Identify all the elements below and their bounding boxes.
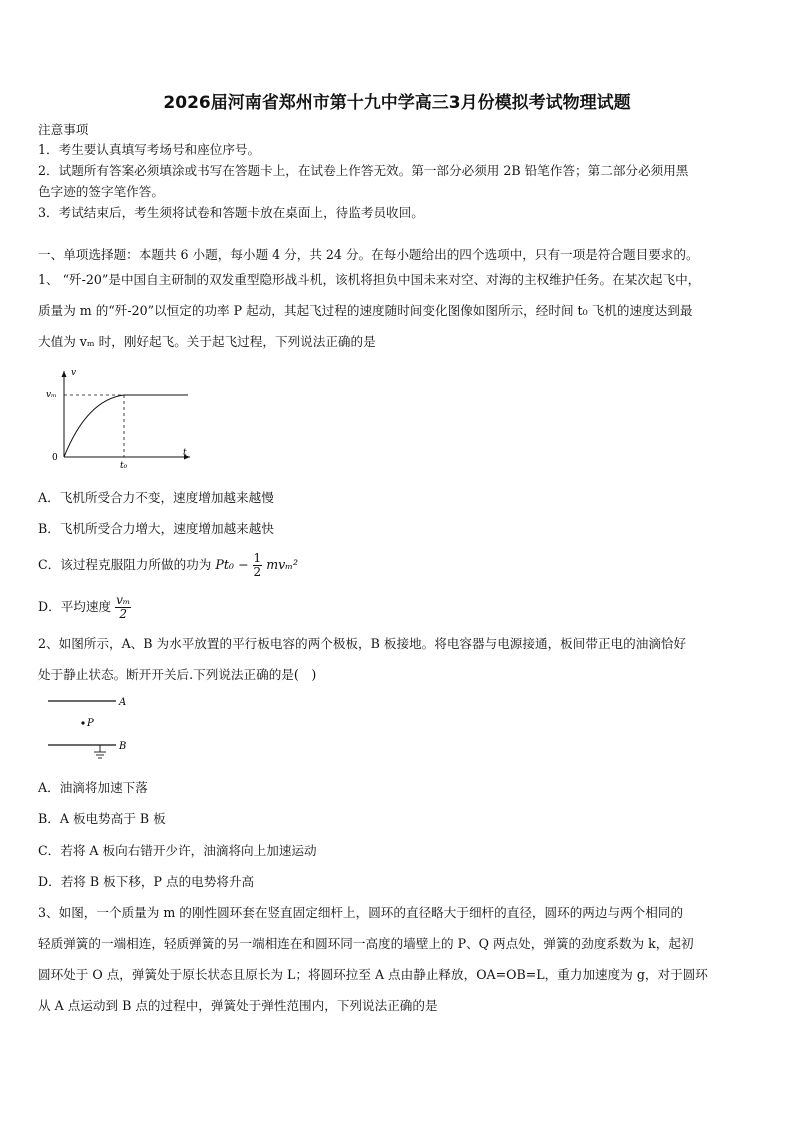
t0-label: t₀ xyxy=(120,461,128,471)
q2-option-b: B．A 板电势高于 B 板 xyxy=(38,811,166,826)
notice-item-1: 1．考生要认真填写考场号和座位序号。 xyxy=(38,142,261,157)
q2-line-1: 2、如图所示，A、B 为水平放置的平行板电容的两个极板，B 板接地。将电容器与电源接通，板间带正电的油滴恰好 xyxy=(38,636,687,651)
q1-option-c xyxy=(38,552,298,579)
oil-drop-point xyxy=(81,721,84,724)
page-title: 2026届河南省郑州市第十九中学高三3月份模拟考试物理试题 xyxy=(163,93,631,113)
q3-line-1: 3、如图，一个质量为 m 的刚性圆环套在竖直固定细杆上，圆环的直径略大于细杆的直径，圆环的两边与两个相同的 xyxy=(38,905,684,920)
q1-option-d-text: D．平均速度 xyxy=(38,599,112,614)
q1-option-c-fraction xyxy=(253,552,263,579)
notice-item-2: 2．试题所有答案必须填涂或书写在答题卡上，在试卷上作答无效。第一部分必须用 2B 铅笔作答；第二部分必须用黑 xyxy=(38,163,689,178)
notice-heading: 注意事项 xyxy=(38,122,89,137)
capacitor-diagram xyxy=(40,692,140,762)
plate-b-label: B xyxy=(119,741,127,752)
t-axis-label: t xyxy=(183,448,187,458)
origin-label: 0 xyxy=(52,453,58,463)
notice-item-2-cont: 色字迹的签字笔作答。 xyxy=(38,184,164,199)
q1-option-c-numerator: 1 xyxy=(253,551,262,565)
q1-option-b: B．飞机所受合力增大，速度增加越来越快 xyxy=(38,521,274,536)
v-axis-arrow xyxy=(62,371,67,377)
q3-line-2: 轻质弹簧的一端相连，轻质弹簧的另一端相连在和圆环同一高度的墙壁上的 P、Q 两点处，弹簧的劲度系数为 k，起初 xyxy=(38,936,694,951)
q1-option-c-math-b: mvₘ² xyxy=(266,557,299,572)
q1-option-c-math-a: Pt₀ − xyxy=(215,557,249,572)
vm-label: vₘ xyxy=(46,390,57,400)
q2-option-a: A．油滴将加速下落 xyxy=(38,780,148,795)
q1-option-a: A．飞机所受合力不变，速度增加越来越慢 xyxy=(38,490,274,505)
velocity-curve xyxy=(64,395,124,457)
q3-line-4: 从 A 点运动到 B 点的过程中，弹簧处于弹性范围内，下列说法正确的是 xyxy=(38,998,438,1013)
q1-option-d xyxy=(38,594,131,621)
v-axis-label: v xyxy=(71,368,77,378)
q1-option-d-fraction xyxy=(115,594,131,621)
q1-line-2: 质量为 m 的“歼-20”以恒定的功率 P 起动，其起飞过程的速度随时间变化图像如图所示，经时间 t₀ 飞机的速度达到最 xyxy=(38,303,693,318)
velocity-time-graph xyxy=(40,365,200,475)
notice-item-3: 3．考试结束后，考生须将试卷和答题卡放在桌面上，待监考员收回。 xyxy=(38,205,424,220)
q1-line-3: 大值为 vₘ 时，刚好起飞。关于起飞过程，下列说法正确的是 xyxy=(38,334,376,349)
q2-option-d: D．若将 B 板下移，P 点的电势将升高 xyxy=(38,874,255,889)
section-heading: 一、单项选择题：本题共 6 小题，每小题 4 分，共 24 分。在每小题给出的四个选项中，只有一项是符合题目要求的。 xyxy=(38,247,699,262)
q2-option-c: C．若将 A 板向右错开少许，油滴将向上加速运动 xyxy=(38,843,317,858)
q1-option-c-denominator: 2 xyxy=(253,565,262,579)
q1-option-d-numerator: vₘ xyxy=(116,593,131,607)
plate-a-label: A xyxy=(119,697,127,708)
q1-option-c-text: C．该过程克服阻力所做的功为 xyxy=(38,557,212,572)
q1-option-d-denominator: 2 xyxy=(119,607,127,621)
q1-line-1: 1、 “歼-20”是中国自主研制的双发重型隐形战斗机，该机将担负中国未来对空、对海的主权维护任务。在某次起飞中， xyxy=(38,272,701,287)
q3-line-3: 圆环处于 O 点，弹簧处于原长状态且原长为 L；将圆环拉至 A 点由静止释放，OA=OB=L，重力加速度为 g，对于圆环 xyxy=(38,967,708,982)
point-p-label: P xyxy=(87,718,94,729)
q2-line-2: 处于静止状态。断开开关后.下列说法正确的是( ) xyxy=(38,667,317,682)
